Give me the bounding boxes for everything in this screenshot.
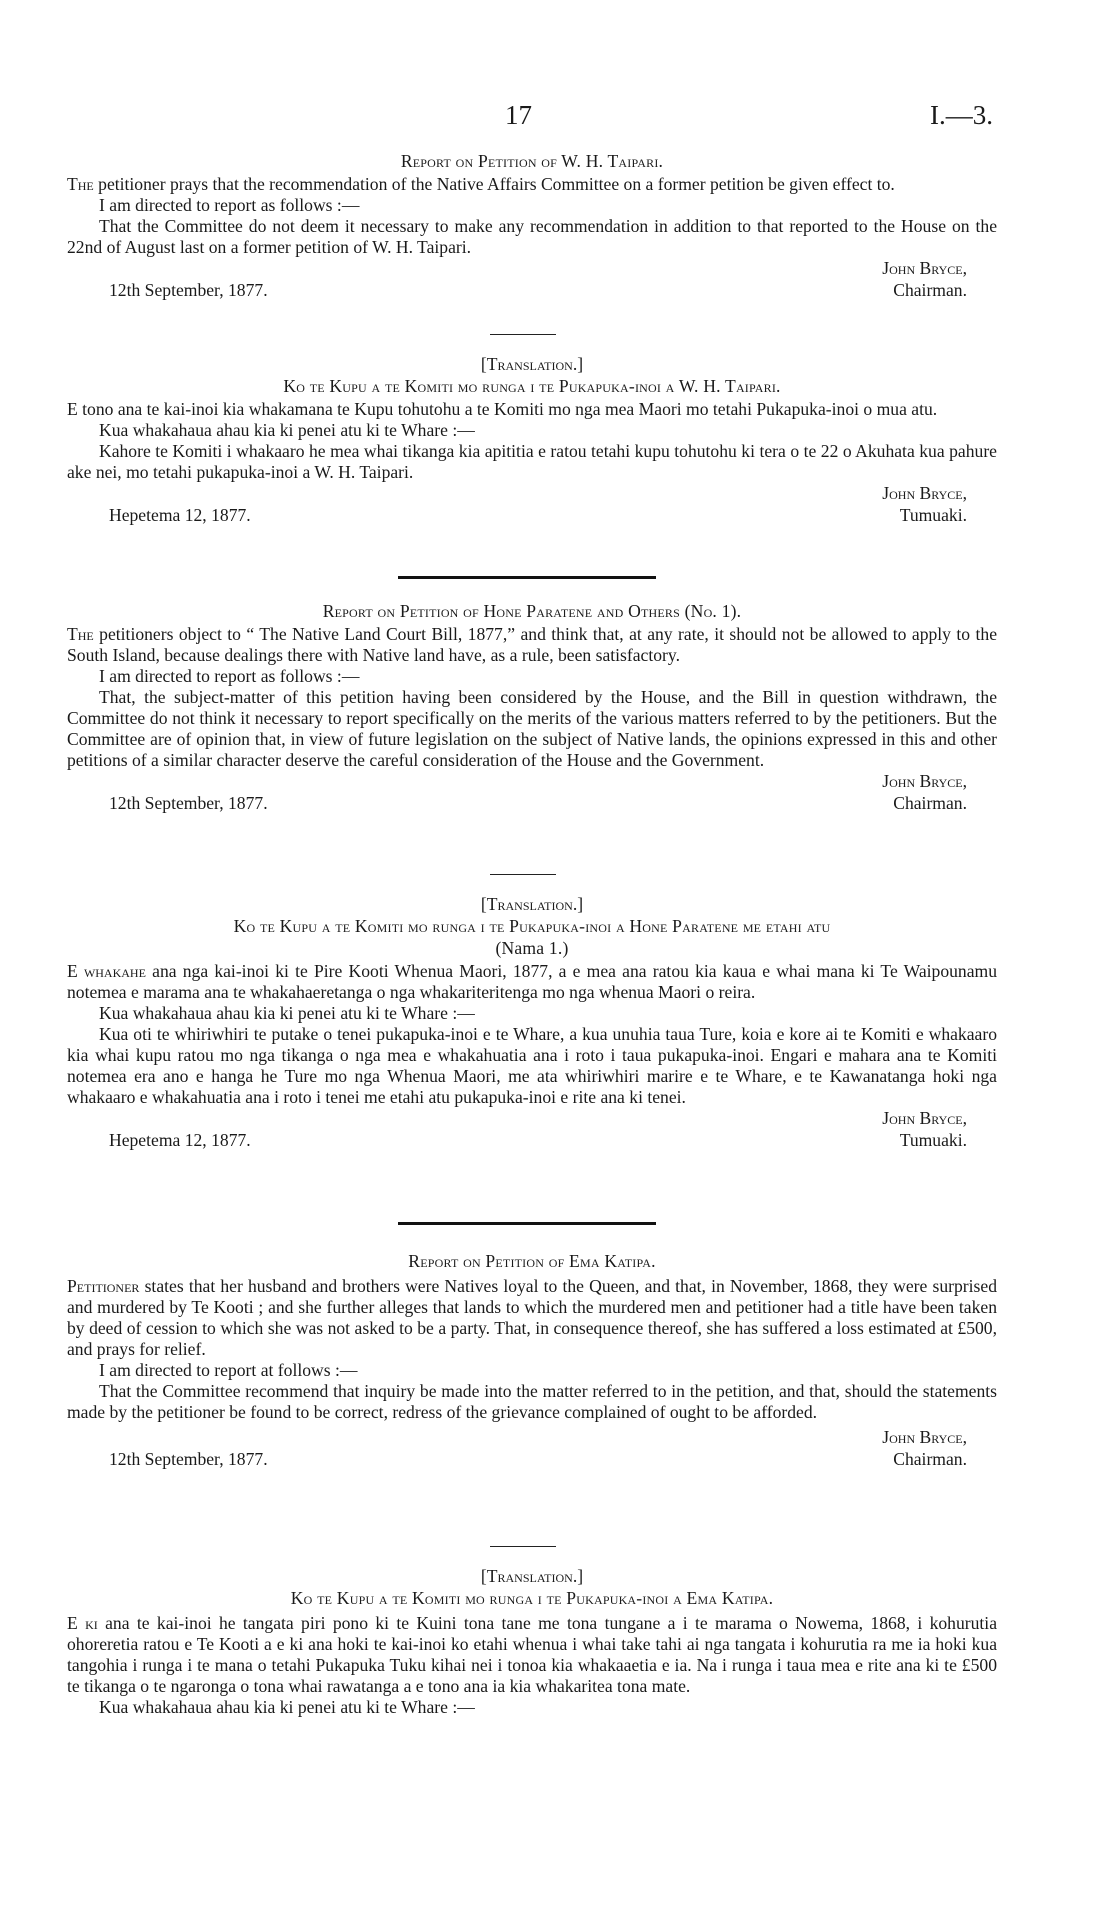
report-body: Kahore te Komiti i whakaaro he mea whai tikanga kia apititia e ratou tetahi kupu tohutohu ki tera o te 22 o Akuhata kua pahure ake nei, mo tetahi pukapuka-inoi a W. H. Taipari. (67, 441, 997, 482)
petition-summary: E whakahe ana nga kai-inoi ki te Pire Kooti Whenua Maori, 1877, a e mea ana ratou kia kaua e whai mana ki Te Waipounamu notemea e marama ana te whakahaeretanga o nga whakariteritenga mo nga whenua Maori o reira. (67, 961, 998, 1002)
report-title: Report on Petition of W. H. Taipari. (400, 151, 664, 171)
report-date: 12th September, 1877. (109, 793, 268, 813)
translation-label: [Translation.] (480, 354, 584, 374)
translation-title: Ko te Kupu a te Komiti mo runga i te Pukapuka-inoi a Hone Paratene me etahi atu (233, 916, 831, 936)
signatory-name: John Bryce, (882, 771, 967, 791)
directive: I am directed to report as follows :— (99, 195, 360, 215)
translation-label: [Translation.] (480, 894, 584, 914)
signatory-role: Chairman. (893, 1449, 967, 1469)
page-number: 17 (505, 100, 532, 130)
petition-summary: The petitioners object to “ The Native Land Court Bill, 1877,” and think that, at any rate, it should not be allowed to apply to the South Island, because dealings there with Native land have, as a rule, been satisfactory. (67, 624, 997, 665)
report-body: That the Committee recommend that inquiry be made into the matter referred to in the petition, and that, should the statements made by the petitioner be found to be correct, redress of the grievance complained of ought to be afforded. (67, 1381, 997, 1422)
report-date: 12th September, 1877. (109, 1449, 268, 1469)
report-katipa (67, 1250, 997, 1471)
document-reference: I.—3. (930, 100, 993, 130)
translation-taipari (67, 353, 997, 527)
signatory-name: John Bryce, (882, 483, 967, 503)
signatory-role: Tumuaki. (899, 1130, 967, 1150)
divider (490, 334, 556, 335)
report-body: That the Committee do not deem it necessary to make any recommendation in addition to that reported to the House on the 22nd of August last on a former petition of W. H. Taipari. (67, 216, 997, 257)
signature-block (67, 771, 997, 815)
petition-summary: E ki ana te kai-inoi he tangata piri pono ki te Kuini tona tane me tona tungane a i te marama o Nowema, 1868, i kohurutia ohoreretia ratou e Te Kooti a e ki ana hoki te kai-inoi ko etahi whenua i whai take tahi ai nga tangata i kohurutia ra me ia hoki kua tangohia i runga i te mana o tetahi Pukapuka Tuku kihai nei i tonoa kia whakaaetia e ia. Na i runga i taua mea e rite ana ki te £500 te tikanga o te ngaronga o tona whai rawatanga a e tono ana ia kia whakaritea tona mate. (67, 1613, 998, 1696)
divider (490, 874, 556, 875)
section-divider (398, 576, 656, 579)
signatory-name: John Bryce, (882, 1427, 967, 1447)
signature-block (67, 1427, 997, 1471)
divider (490, 1546, 556, 1547)
signature-block (67, 258, 997, 302)
directive: Kua whakahaua ahau kia ki penei atu ki te Whare :— (99, 1697, 475, 1717)
translation-katipa (67, 1565, 997, 1718)
signatory-name: John Bryce, (882, 1108, 967, 1128)
signatory-role: Tumuaki. (899, 505, 967, 525)
translation-title: Ko te Kupu a te Komiti mo runga i te Pukapuka-inoi a W. H. Taipari. (283, 376, 781, 396)
report-body: Kua oti te whiriwhiri te putake o tenei pukapuka-inoi e te Whare, a kua unuhia taua Ture, koia e kore ai te Komiti e whakaaro kia whai kupu ratou mo nga tikanga o nga mea e whakahuatia ana i roto i taua pukapuka-inoi. Engari e mahara ana te Komiti notemea era ano e hanga he Ture mo nga Whenua Maori, me ata whiriwhiri marire e te Whare, e te Kawanatanga hoki nga whakaaro e whakahuatia ana i roto i tenei me etahi atu pukapuka-inoi e rite ana ki tenei. (67, 1024, 997, 1107)
signatory-role: Chairman. (893, 280, 967, 300)
report-date: Hepetema 12, 1877. (109, 1130, 251, 1150)
directive: I am directed to report as follows :— (99, 666, 360, 686)
report-date: 12th September, 1877. (109, 280, 268, 300)
signatory-name: John Bryce, (882, 258, 967, 278)
directive: I am directed to report at follows :— (99, 1360, 358, 1380)
directive: Kua whakahaua ahau kia ki penei atu ki te Whare :— (99, 1003, 475, 1023)
report-body: That, the subject-matter of this petition having been considered by the House, and the Bill in question withdrawn, the Committee do not think it necessary to report specifically on the merits of the various matters referred to by the petitioners. But the Committee are of opinion that, in view of future legislation on the subject of Native lands, the opinions expressed in this and other petitions of a similar character deserve the careful consideration of the House and the Government. (67, 687, 997, 770)
signature-block (67, 483, 997, 527)
report-date: Hepetema 12, 1877. (109, 505, 251, 525)
translation-label: [Translation.] (480, 1566, 584, 1586)
translation-subtitle: (Nama 1.) (495, 938, 569, 958)
signatory-role: Chairman. (893, 793, 967, 813)
petition-summary: The petitioner prays that the recommendation of the Native Affairs Committee on a former petition be given effect to. (67, 174, 895, 194)
petition-summary: E tono ana te kai-inoi kia whakamana te Kupu tohutohu a te Komiti mo nga mea Maori mo tetahi Pukapuka-inoi o mua atu. (67, 399, 938, 419)
translation-paratene (67, 893, 997, 1152)
section-divider (398, 1222, 656, 1225)
translation-title: Ko te Kupu a te Komiti mo runga i te Pukapuka-inoi a Ema Katipa. (290, 1588, 774, 1608)
report-title: Report on Petition of Ema Katipa. (408, 1251, 656, 1271)
petition-summary: Petitioner states that her husband and brothers were Natives loyal to the Queen, and that, in November, 1868, they were surprised and murdered by Te Kooti ; and she further alleges that lands to which the murdered men and petitioner had a title have been taken by deed of cession to which she was not asked to be a party. That, in consequence thereof, she has suffered a loss estimated at £500, and prays for relief. (67, 1276, 997, 1359)
report-paratene (67, 600, 997, 815)
signature-block (67, 1108, 997, 1152)
report-taipari (67, 150, 997, 302)
report-title: Report on Petition of Hone Paratene and Others (No. 1). (322, 601, 742, 621)
directive: Kua whakahaua ahau kia ki penei atu ki te Whare :— (99, 420, 475, 440)
